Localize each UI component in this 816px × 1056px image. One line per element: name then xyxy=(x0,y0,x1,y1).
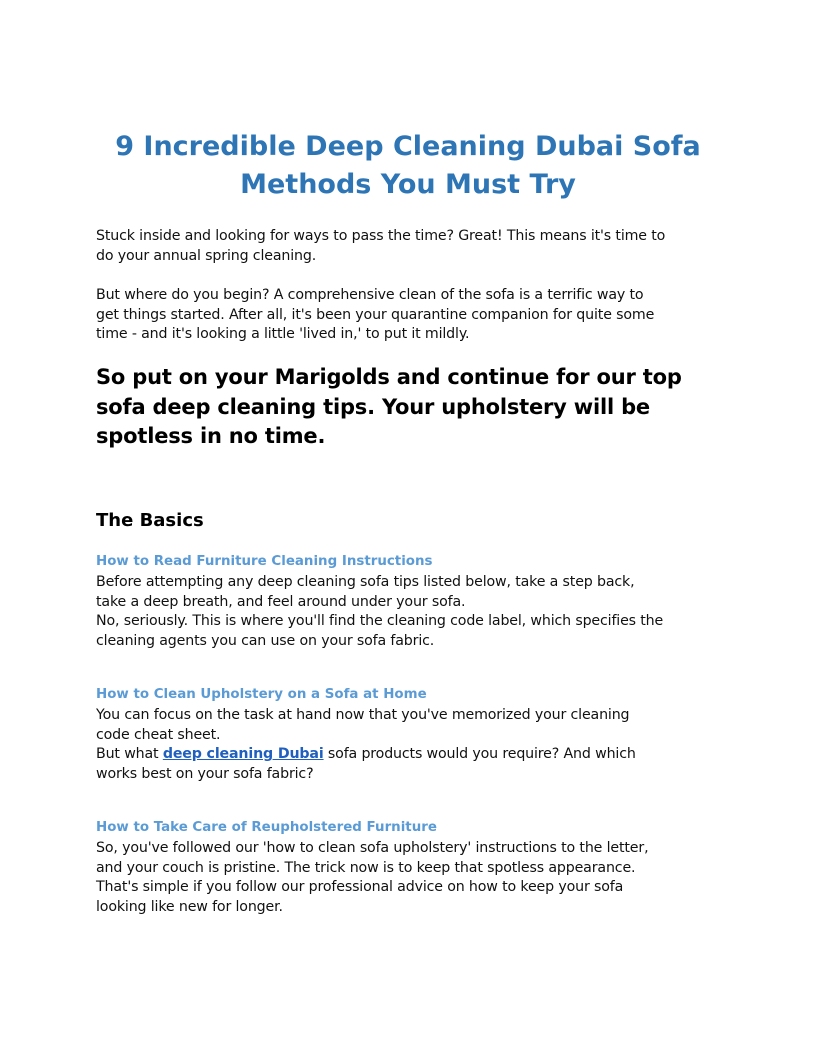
section-body-reupholstered-care xyxy=(96,839,720,917)
text-line: and your couch is pristine. The trick now is to keep that spotless appearance. xyxy=(96,859,636,876)
link-line-suffix: sofa products would you require? And which xyxy=(323,746,636,763)
lead-statement xyxy=(96,363,720,452)
text-line xyxy=(96,745,720,765)
basics-heading: The Basics xyxy=(96,510,204,531)
text-line: looking like new for longer. xyxy=(96,898,283,915)
deep-cleaning-dubai-link[interactable]: deep cleaning Dubai xyxy=(162,746,324,763)
intro-paragraph-2 xyxy=(96,286,720,345)
lead-line: So put on your Marigolds and continue for our top xyxy=(96,365,682,389)
text-line: That's simple if you follow our professional advice on how to keep your sofa xyxy=(96,879,624,896)
text-line: do your annual spring cleaning. xyxy=(96,247,317,264)
link-line-prefix: But what xyxy=(96,746,163,763)
intro-paragraph-1 xyxy=(96,227,720,266)
lead-line: spotless in no time. xyxy=(96,424,326,448)
text-line: Before attempting any deep cleaning sofa tips listed below, take a step back, xyxy=(96,574,635,590)
text-line: cleaning agents you can use on your sofa fabric. xyxy=(96,632,435,649)
section-body-clean-upholstery xyxy=(96,706,720,784)
page-title xyxy=(96,128,720,204)
text-line: So, you've followed our 'how to clean sofa upholstery' instructions to the letter, xyxy=(96,840,649,856)
text-line: code cheat sheet. xyxy=(96,726,221,743)
text-line: No, seriously. This is where you'll find the cleaning code label, which specifies the xyxy=(96,613,664,630)
section-heading-clean-upholstery: How to Clean Upholstery on a Sofa at Home xyxy=(96,687,427,702)
title-line: Methods You Must Try xyxy=(240,169,576,200)
text-line: time - and it's looking a little 'lived in,' to put it mildly. xyxy=(96,326,470,343)
section-heading-reupholstered-care: How to Take Care of Reupholstered Furniture xyxy=(96,820,437,835)
lead-line: sofa deep cleaning tips. Your upholstery will be xyxy=(96,394,650,419)
section-heading-read-instructions: How to Read Furniture Cleaning Instructions xyxy=(96,554,433,569)
text-line: get things started. After all, it's been your quarantine companion for quite some xyxy=(96,306,655,323)
text-line: works best on your sofa fabric? xyxy=(96,765,314,782)
text-line: take a deep breath, and feel around under your sofa. xyxy=(96,593,466,610)
title-line: 9 Incredible Deep Cleaning Dubai Sofa xyxy=(115,131,701,162)
text-line: But where do you begin? A comprehensive clean of the sofa is a terrific way to xyxy=(96,287,644,303)
text-line: Stuck inside and looking for ways to pass the time? Great! This means it's time to xyxy=(96,228,666,244)
text-line: You can focus on the task at hand now that you've memorized your cleaning xyxy=(96,707,630,723)
section-body-read-instructions xyxy=(96,573,720,651)
